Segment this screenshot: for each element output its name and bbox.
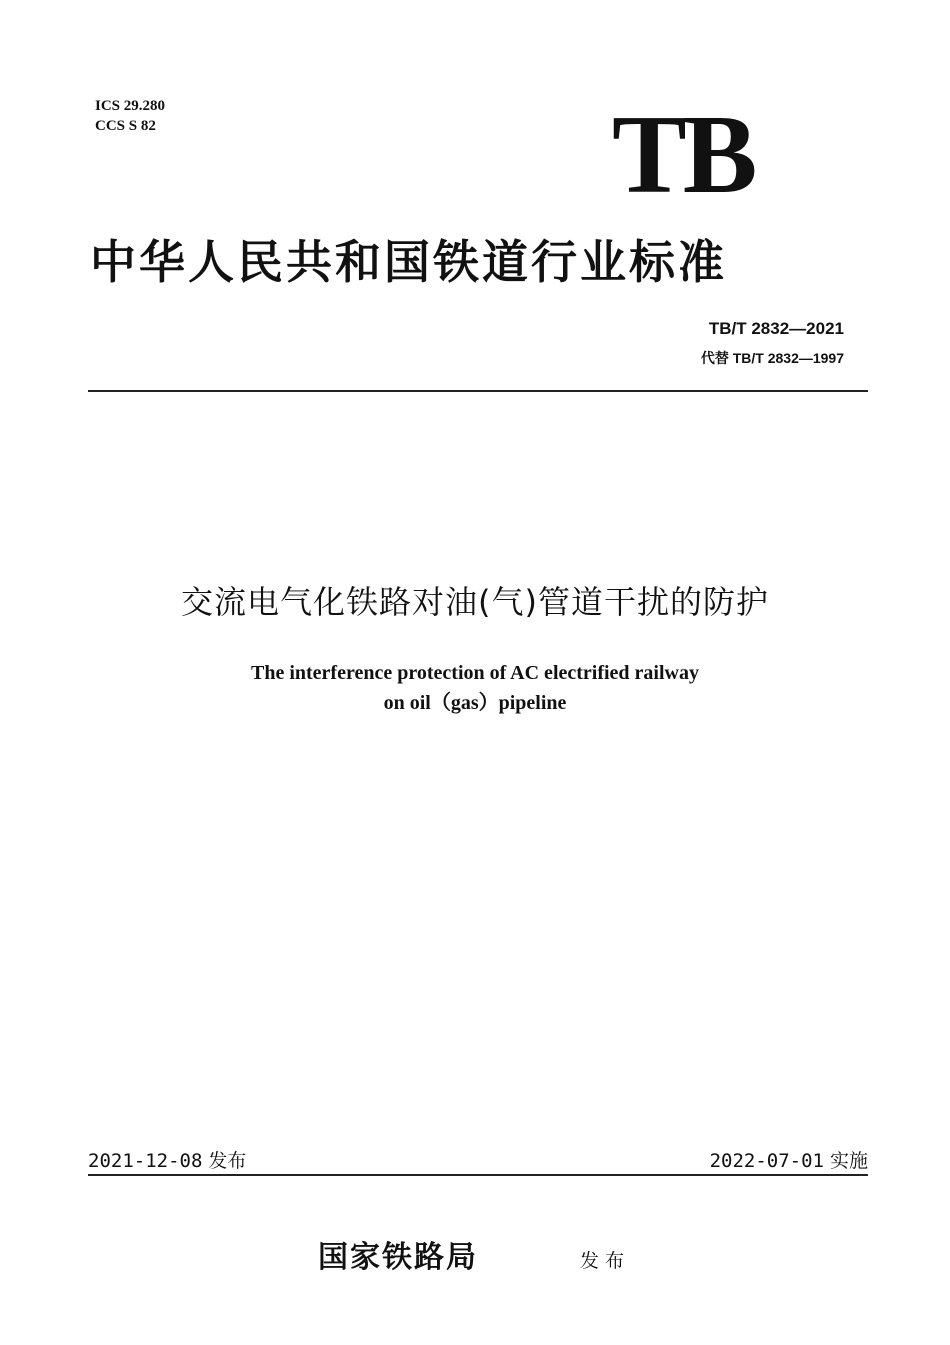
issue-date-block <box>88 1148 246 1174</box>
ics-code: ICS 29.280 <box>95 98 166 114</box>
document-title-english <box>0 658 950 718</box>
implement-date-block <box>710 1148 868 1174</box>
implement-date-label: 实施 <box>829 1150 868 1172</box>
issuer-name: 国家铁路局 <box>318 1240 478 1275</box>
document-title-chinese: 交流电气化铁路对油(气)管道干扰的防护 <box>181 583 769 621</box>
standard-number: TB/T 2832—2021 <box>708 319 844 338</box>
replaces-standard: 代替 TB/T 2832—1997 <box>700 350 844 366</box>
header-divider <box>88 390 868 392</box>
footer-divider <box>88 1174 868 1176</box>
ccs-code: CCS S 82 <box>95 118 156 134</box>
tb-logo: TB <box>612 93 754 217</box>
implement-date: 2022-07-01 <box>709 1150 824 1172</box>
issuer-suffix: 发布 <box>580 1250 631 1272</box>
english-title-line-2: on oil（gas）pipeline <box>383 692 567 714</box>
classification-codes <box>95 96 165 136</box>
issue-date-label: 发布 <box>208 1150 247 1172</box>
english-title-line-1: The interference protection of AC electrified railway <box>250 662 699 684</box>
issue-date: 2021-12-08 <box>88 1150 203 1172</box>
standard-category-title: 中华人民共和国铁道行业标准 <box>90 235 727 289</box>
